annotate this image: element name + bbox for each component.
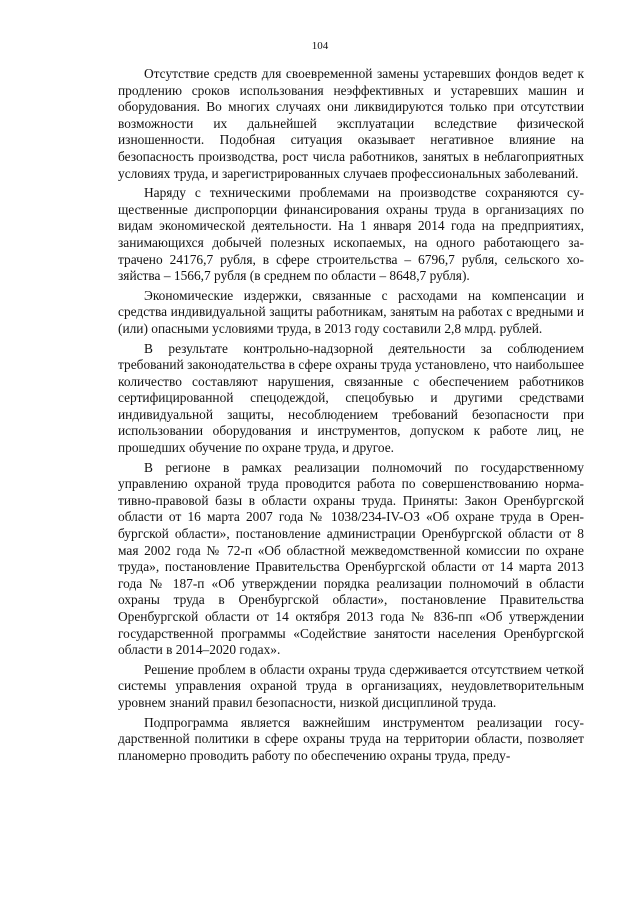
- page-number: 104: [311, 40, 329, 52]
- paragraph-regional-legislation: В регионе в рамках реализации полномочий по государственному управлению охраной труда проводится работа по совершенствованию нормативно-правовой базы в области охраны труда. Приняты: Закон Оренбургской области от 16 марта 2007 года № 1038/234-IV-ОЗ «Об охране труда в Оренбургской области», постановление администрации Оренбургской области от 8 мая 2002 года № 72-п «Об областной межведомственной комиссии по охране труда», постановление Правительства Оренбургской области от 14 марта 2013 года № 187-п «Об утверждении порядка реализации полномочий в области охраны труда в Оренбургской области», постановление Правительства Оренбургской области от 14 октября 2013 года № 836-пп «Об утверждении государственной программы «Содействие занятости населения Оренбургской области в 2014–2020 годах».: [118, 459, 584, 658]
- paragraph-funding-disproportions: Наряду с техническими проблемами на производстве сохраняются существенные диспропорции финансирования охраны труда в организациях по видам экономической деятельности. На 1 января 2014 года на предприятиях, занимающихся добычей полезных ископаемых, на одного работающего затрачено 24176,7 рубля, в сфере строительства – 6796,7 рубля, сельского хозяйства – 1566,7 рубля (в среднем по области – 8648,7 рубля).: [118, 185, 584, 284]
- paragraph-problem-constraints: Решение проблем в области охраны труда сдерживается отсутствием четкой системы управления охраной труда в организациях, неудовлетворительным уровнем знаний правил безопасности, низкой дисциплиной труда.: [118, 661, 584, 710]
- paragraph-equipment-wear: Отсутствие средств для своевременной замены устаревших фондов ведет к продлению сроков использования неэффективных и устаревших машин и оборудования. Во многих случаях они ликвидируются только при отсутствии возможности их дальнейшей эксплуатации вследствие физической изношенности. Подобная ситуация оказывает негативное влияние на безопасность производства, рост числа работников, занятых в неблагоприятных условиях труда, и зарегистрированных случаев профессиональных заболеваний.: [118, 66, 584, 181]
- document-body: [118, 66, 584, 767]
- paragraph-subprogram-role: Подпрограмма является важнейшим инструментом реализации государственной политики в сфере охраны труда на территории области, позволяет планомерно проводить работу по обеспечению охраны труда, преду-: [118, 714, 584, 763]
- paragraph-economic-costs: Экономические издержки, связанные с расходами на компенсации и средства индивидуальной защиты работникам, занятым на работах с вредными и (или) опасными условиями труда, в 2013 году составили 2,8 млрд. рублей.: [118, 287, 584, 336]
- paragraph-inspection-results: В результате контрольно-надзорной деятельности за соблюдением требований законодательства в сфере охраны труда установлено, что наибольшее количество составляют нарушения, связанные с обеспечением работников сертифицированной спецодеждой, спецобувью и другими средствами индивидуальной защиты, несоблюдением требований безопасности при использовании оборудования и инструментов, допуском к работе лиц, не прошедших обучение по охране труда, и другое.: [118, 340, 584, 456]
